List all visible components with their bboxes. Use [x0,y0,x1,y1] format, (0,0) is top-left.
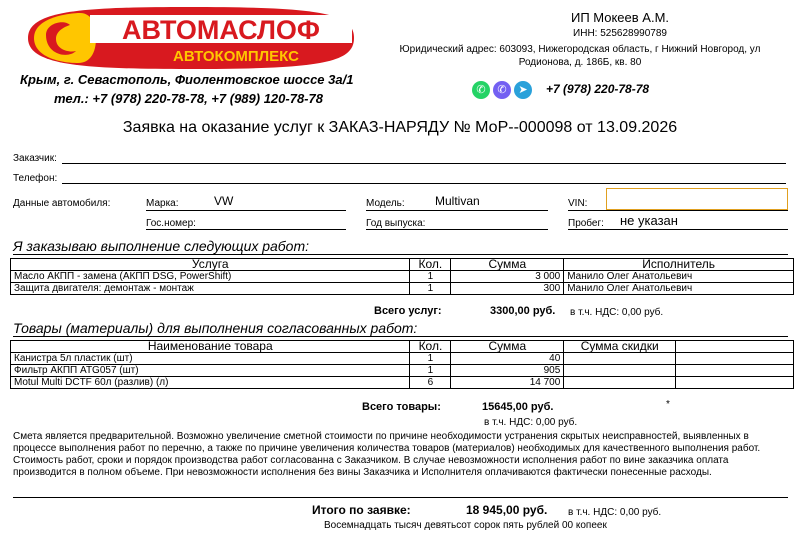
goods-qty: 1 [410,353,451,365]
year-label: Год выпуска: [366,218,426,229]
goods-name: Канистра 5л пластик (шт) [11,353,410,365]
services-col-qty: Кол. [410,259,451,271]
table-row [11,283,794,295]
service-name: Масло АКПП - замена (АКПП DSG, PowerShift) [11,271,410,283]
viber-icon[interactable]: ✆ [493,81,511,99]
service-executor: Манило Олег Анатольевич [564,283,794,295]
company-name: ИП Мокеев А.М. [570,10,670,25]
model-value: Multivan [435,194,480,208]
make-label: Марка: [146,198,179,209]
services-total-label: Всего услуг: [374,305,442,317]
goods-star: * [666,399,670,410]
goods-empty-cell [676,353,794,365]
vin-line [568,210,788,211]
service-qty: 1 [410,283,451,295]
goods-total: 15645,00 руб. [482,401,554,413]
service-executor: Манило Олег Анатольевич [564,271,794,283]
services-col-sum: Сумма [451,259,564,271]
document-title: Заявка на оказание услуг к ЗАКАЗ-НАРЯДУ № МоР--000098 от 13.09.2026 [122,119,678,136]
goods-heading-line [13,336,788,337]
goods-col-discount: Сумма скидки [564,341,676,353]
model-line [366,210,548,211]
goods-col-empty [676,341,794,353]
whatsapp-icon[interactable]: ✆ [472,81,490,99]
notes-block [13,431,783,479]
table-row [11,271,794,283]
customer-line [62,163,786,164]
make-line [146,210,346,211]
vin-field[interactable] [606,188,788,210]
notes-paragraph-1: Смета является предварительной. Возможно увеличение сметной стоимости по причине необходимости устранения скрытых неисправностей, выявленных в процессе выполнения работ по перечню, а также по причине увеличения количества товаров (материалов) необходимых для качественного выполнения работ. [13,431,761,454]
services-heading-line [13,254,788,255]
notes-separator [13,497,788,498]
notes-paragraph-2: Стоимость работ, сроки и порядок производства работ согласованна с Заказчиком. В случае невозможности исполнения работ по вине заказчика оплата производится в полном объеме. При невозможности исполнения без вины Заказчика и Исполнителя оплачиваются фактически понесенные расходы. [13,455,729,478]
car-data-label: Данные автомобиля: [13,198,111,209]
plate-label: Гос.номер: [146,218,196,229]
goods-vat: в т.ч. НДС: 0,00 руб. [484,417,578,428]
grand-total-vat: в т.ч. НДС: 0,00 руб. [568,507,662,518]
customer-label: Заказчик: [13,153,57,164]
mileage-label: Пробег: [568,218,604,229]
goods-qty: 1 [410,365,451,377]
vin-label: VIN: [568,198,588,209]
goods-name: Motul Multi DCTF 60л (разлив) (л) [11,377,410,389]
legal-address-line-1: Юридический адрес: 603093, Нижегородская область, г Нижний Новгород, ул [399,44,761,55]
goods-discount [564,353,676,365]
messenger-phone: +7 (978) 220-78-78 [546,82,650,96]
make-value: VW [214,194,234,208]
company-phones: тел.: +7 (978) 220-78-78, +7 (989) 120-78-78 [54,91,323,106]
goods-col-qty: Кол. [410,341,451,353]
grand-total-amount: 18 945,00 руб. [466,503,548,517]
goods-sum: 40 [451,353,564,365]
services-heading: Я заказываю выполнение следующих работ: [13,238,310,254]
services-col-executor: Исполнитель [564,259,794,271]
goods-sum: 905 [451,365,564,377]
legal-address-line-2: Родионова, д. 186Б, кв. 80 [518,57,642,68]
logo-sub-text: АВТОКОМПЛЕКС [173,48,299,65]
company-inn: ИНН: 525628990789 [573,28,667,39]
goods-col-sum: Сумма [451,341,564,353]
service-sum: 3 000 [451,271,564,283]
model-label: Модель: [366,198,405,209]
goods-total-label: Всего товары: [362,401,441,413]
plate-line [146,229,346,230]
phone-label: Телефон: [13,173,58,184]
company-address: Крым, г. Севастополь, Фиолентовское шоссе 3а/1 [20,72,354,87]
goods-header-row [11,341,794,353]
goods-heading: Товары (материалы) для выполнения согласованных работ: [13,320,418,336]
goods-table [10,340,794,389]
services-col-service: Услуга [11,259,410,271]
table-row [11,365,794,377]
table-row [11,353,794,365]
goods-qty: 6 [410,377,451,389]
phone-line [62,183,786,184]
goods-empty-cell [676,377,794,389]
table-row [11,377,794,389]
service-qty: 1 [410,271,451,283]
legal-address [380,43,780,69]
services-vat: в т.ч. НДС: 0,00 руб. [570,307,664,318]
grand-total-words: Восемнадцать тысяч девятьсот сорок пять рублей 00 копеек [324,520,607,531]
telegram-icon[interactable]: ➤ [514,81,532,99]
grand-total-label: Итого по заявке: [312,503,411,517]
goods-sum: 14 700 [451,377,564,389]
services-total: 3300,00 руб. [490,305,556,317]
company-logo [20,5,356,71]
mileage-value: не указан [620,213,678,228]
services-header-row [11,259,794,271]
goods-discount [564,377,676,389]
year-line [366,229,548,230]
services-table [10,258,794,295]
logo-main-text: АВТОМАСЛОФ [122,15,320,45]
goods-name: Фильтр АКПП ATG057 (шт) [11,365,410,377]
messenger-icons [472,80,535,99]
goods-col-name: Наименование товара [11,341,410,353]
goods-discount [564,365,676,377]
service-sum: 300 [451,283,564,295]
mileage-line [568,229,788,230]
service-name: Защита двигателя: демонтаж - монтаж [11,283,410,295]
goods-empty-cell [676,365,794,377]
